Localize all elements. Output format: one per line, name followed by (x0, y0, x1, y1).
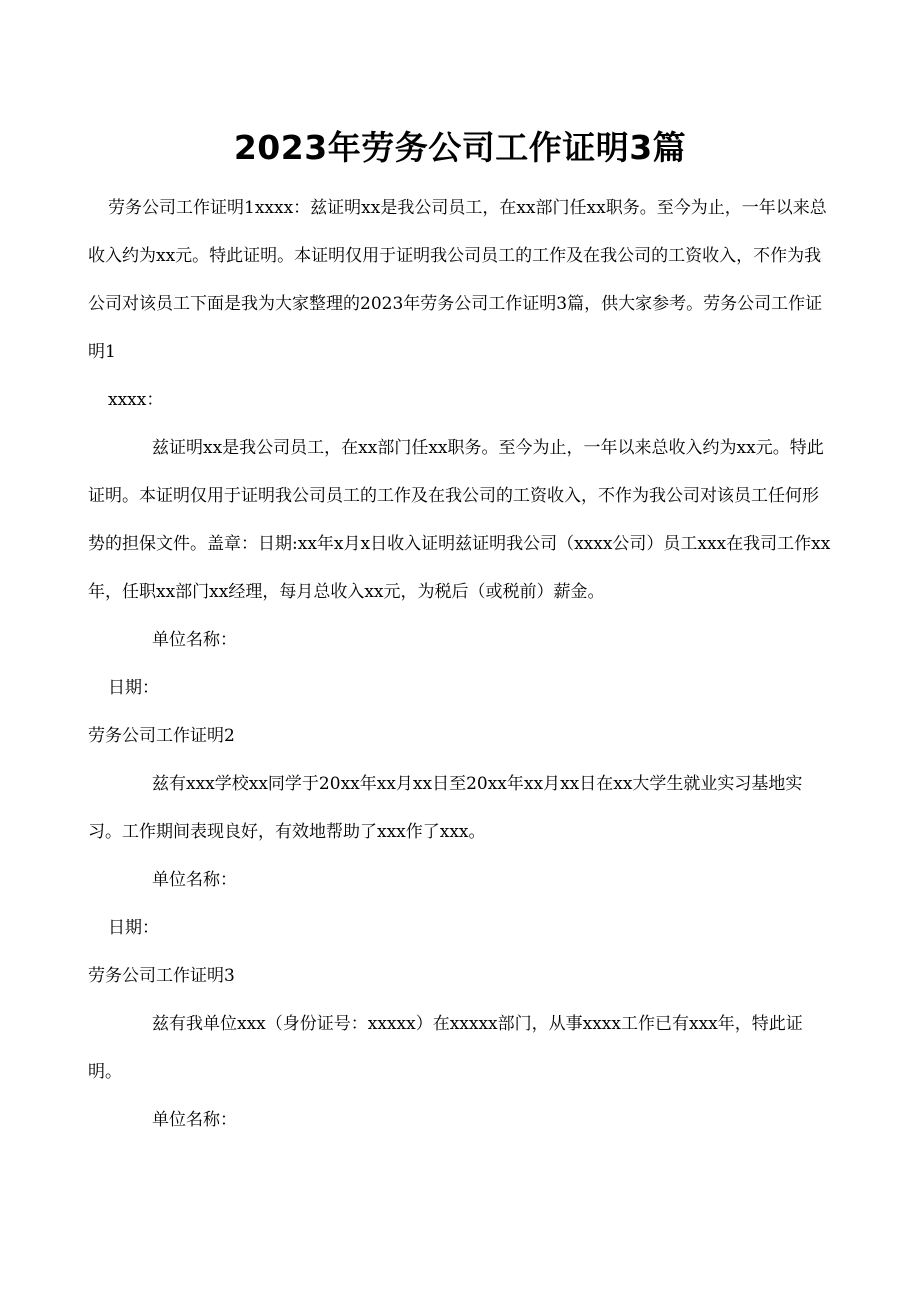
certificate-3-unit-name: 单位名称： (152, 1110, 237, 1130)
certificate-2-unit-name: 单位名称： (152, 870, 237, 890)
salutation: xxxx： (108, 390, 164, 410)
certificate-2-body: 兹有xxx学校xx同学于20xx年xx月xx日至20xx年xx月xx日在xx大学生就业实习基地实习。工作期间表现良好，有效地帮助了xxx作了xxx。 (88, 774, 803, 842)
certificate-1-date: 日期： (108, 678, 159, 698)
certificate-1-body: 兹证明xx是我公司员工，在xx部门任xx职务。至今为止，一年以来总收入约为xx元。特此证明。本证明仅用于证明我公司员工的工作及在我公司的工资收入，不作为我公司对该员工任何形势的担保文件。盖章：日期:xx年x月x日收入证明兹证明我公司（xxxx公司）员工xxx在我司工作xx年，任职xx部门xx经理，每月总收入xx元，为税后（或税前）薪金。 (88, 438, 831, 602)
certificate-3-heading: 劳务公司工作证明3 (88, 966, 235, 986)
intro-paragraph: 劳务公司工作证明1xxxx：兹证明xx是我公司员工，在xx部门任xx职务。至今为止，一年以来总收入约为xx元。特此证明。本证明仅用于证明我公司员工的工作及在我公司的工资收入，不作为我公司对该员工下面是我为大家整理的2023年劳务公司工作证明3篇，供大家参考。劳务公司工作证明1 (88, 198, 827, 362)
certificate-1-unit-name: 单位名称： (152, 630, 237, 650)
certificate-2-heading: 劳务公司工作证明2 (88, 726, 235, 746)
document-title: 2023年劳务公司工作证明3篇 (233, 128, 687, 167)
certificate-2-date: 日期： (108, 918, 159, 938)
certificate-3-body: 兹有我单位xxx（身份证号：xxxxx）在xxxxx部门，从事xxxx工作已有xxx年，特此证明。 (88, 1014, 803, 1082)
document-body (88, 184, 834, 1144)
